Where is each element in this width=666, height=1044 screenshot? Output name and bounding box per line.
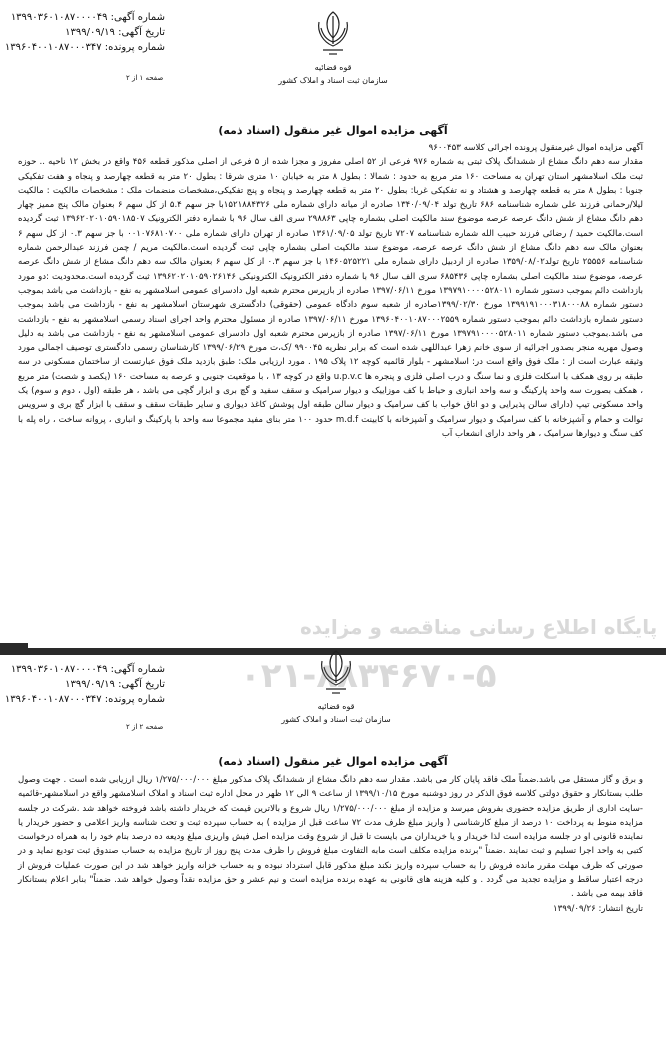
case-number: شماره پرونده: ۱۳۹۶۰۴۰۰۱۰۸۷۰۰۰۳۴۷ [4,42,165,53]
page-number: صفحه ۱ از ۲ [126,74,164,82]
paragraph: و برق و گاز مستقل می باشد.ضمناً ملک فاقد پایان کار می باشد. مقدار سه دهم دانگ مشاع از ششدانگ پلاک مذکور مبلغ ۱/۲۷۵/۰۰۰/۰۰۰ ریال ارزیابی شده است . جهت وصول طلب بستانکار و حقوق دولتی کلاسه فوق الذکر در روز دوشنبه مورخ ۱۳۹۹/۱۰/۱۵ از ساعت ۹ الی ۱۲ ظهر در محل اداره ثبت اسناد و املاک اسلامشهر واقع در اسلامشهر-قائمیه -سایت اداری از طریق مزایده حضوری بفروش میرسد و مزایده از مبلغ ۱/۲۷۵/۰۰۰/۰۰۰ ریال شروع و بالاترین قیمت که خریدار داشته باشد فروخته خواهد شد .شرکت در جلسه مزایده منوط به پرداخت ۱۰ درصد از مبلغ کارشناسی ( واریز مبلغ ظرف مدت ۷۲ ساعت قبل از مزایده ) به حساب سپرده ثبت و تحت شناسه واریز اعلامی و حضور خریدار یا نماینده قانونی او در جلسه مزایده است لذا خریدار و یا خریداران می بایست تا قبل از شروع وقت مزایده اصل فیش واریزی مبلغ ودیعه ده درصد بنام خود را به همراه درخواست کتبی به واحد اجرا تسلیم و ثبت نمایند .ضمناً "برنده مزایده مکلف است مابه التفاوت مبلغ فروش را ظرف مدت پنج روز از تاریخ مزایده به حساب صندوق ثبت تودیع نماید و در صورتی که ظرف مهلت مقرر مانده فروش را به حساب سپرده واریز نکند مبلغ مذکور قابل استرداد نبوده و به حساب خزانه واریز خواهد شد در این صورت عملیات فروش از درجه اعتبار ساقط و مزایده تجدید می گردد . و کلیه هزینه های قانونی به عهده برنده مزایده است و نیم عشر و حق مزایده نقداً وصول خواهد شد. ضمناً" بنابر اعلام بستانکار فاقد بیمه می باشد . [18,775,644,900]
org-name: سازمان ثبت اسناد و املاک کشور [281,715,391,724]
ad-date: تاریخ آگهی: ۱۳۹۹/۰۹/۱۹ [65,27,165,38]
ad-date: تاریخ آگهی: ۱۳۹۹/۰۹/۱۹ [65,679,165,690]
watermark: ۰۲۱-۸۸۳۴۶۷۰-۵ [240,656,497,696]
org-name: سازمان ثبت اسناد و املاک کشور [278,76,388,85]
document-title: آگهی مزایده اموال غیر منقول (اسناد ذمه) [218,124,448,137]
judiciary-label: قوه قضائیه [314,63,352,72]
header-meta [4,10,165,55]
header-meta [4,662,165,707]
document-body [18,141,643,441]
paragraph: آگهی مزایده اموال غیرمنقول پرونده اجرائی کلاسه ۹۶۰۰۴۵۳ [428,143,643,153]
emblem-block [273,8,393,86]
paragraph: مقدار سه دهم دانگ مشاع از ششدانگ پلاک ثبتی به شماره ۹۷۶ فرعی از ۵۲ اصلی مفروز و مجزا شده از ۵ فرعی از اصلی مذکور قطعه ۴۵۶ واقع در بخش ۱۲ ناحیه .. حوزه ثبت ملک اسلامشهر استان تهران به مساحت ۱۶۰ متر مربع به حدود : شمالا : بطول ۸ متر به خیابان ۱۰ متری شرقا : بطول ۲۰ متر به قطعه چهارصد و پنجاه و هفت تفکیکی جنوبا : بطول ۸ متر به قطعه چهارصد و هشتاد و نه تفکیکی غربا: بطول ۲۰ متر به قطعه چهارصد و پنجاه و پنج تفکیکی،مشخصات منضمات ملک : مشخصات مالکیت : مالکیت لیلا/رحمانی فرزند علی شماره شناسنامه ۶۸۶ تاریخ تولد ۱۳۴۰/۰۹/۰۴ صادره از میانه دارای شماره ملی ۱۵۲۱۸۸۴۳۲۶با جز سهم ۵.۴ از کل سهم ۶ بعنوان مالک پنج ممیز چهار دهم دانگ مشاع از شش دانگ عرصه عرصه موضوع سند مالکیت اصلی بشماره چاپی ۲۹۸۸۶۳ سری الف سال ۹۶ با شماره دفتر الکترونیک ۱۳۹۶۲۰۲۰۱۰۵۹۰۱۸۵۰۷ ثبت گردیده است.مالکیت حمید / رضائی فرزند حبیب الله شماره شناسنامه ۷۲۰۷ تاریخ تولد ۱۳۶۱/۰۹/۰۵ صادره از تهران دارای شماره ملی ۰۰۱۰۷۶۸۱۰۷۰۰ با جز سهم ۰.۳ از کل سهم ۶ بعنوان مالک سه دهم دانگ مشاع از شش دانگ عرصه عرصه، موضوع سند مالکیت اصلی بشماره چاپی ثبت گردیده است.مالکیت مریم / چمن فرزند عبدالرحمن شماره شناسنامه ۲۵۵۵۶ تاریخ تولد۱۳۵۹/۰۸/۰۲ صادره از اردبیل دارای شماره ملی ۱۴۶۰۵۲۵۲۲۱ با جز سهم ۰.۳ از کل سهم ۶ بعنوان مالک سه دهم دانگ مشاع از شش دانگ عرصه عرصه، موضوع سند مالکیت اصلی بشماره چاپی ۶۸۵۴۳۶ سری الف سال ۹۶ با شماره دفتر الکترونیک الکترونیکی ۱۳۹۶۲۰۲۰۱۰۵۹۰۲۶۱۴۶ ثبت گردیده است.محدودیت :دو مورد بازداشت دائم بموجب دستور شماره ۱۳۹۷۹۱۰۰۰۰۵۲۸۰۱۱ مورخ ۱۳۹۷/۰۶/۱۱ صادره از بازپرس محترم شعبه اول دادسرای عمومی اسلامشهر به نفع - بازداشت می باشد بموجب دستور شماره ۱۳۹۹۱۹۱۰۰۰۳۱۸۰۰۰۸۸ مورخ ۱۳۹۹/۰۲/۳۰صادره از شعبه سوم دادگاه عمومی (حقوقی) دادگستری شهرستان اسلامشهر به نفع - بازداشت می باشد بموجب دستور شماره بازداشت دائم بموجب دستور شماره ۱۳۹۶۰۴۰۰۱۰۸۷۰۰۰۲۵۵۹ مورخ ۱۳۹۷/۰۶/۱۱ صادره از مسئول محترم واحد اجرای اسناد رسمی اسلامشهر به نفع - بازداشت می باشد.بموجب دستور شماره ۱۳۹۷۹۱۰۰۰۰۵۲۸۰۱۱ مورخ ۱۳۹۷/۰۶/۱۱ صادره از بازپرس محترم شعبه اول دادسرای عمومی اسلامشهر به نفع - بازداشت می باشد به دلیل وصول مهریه منجر بصدور اجرائیه از سوی خانم زهرا عبداللهی شده است که برابر نظریه ۹۹۰۰۴۵ /ک،ت مورخ ۱۳۹۹/۰۶/۲۹ کارشناسان رسمی دادگستری توصیف اجمالی مورد وثیقه عبارت است از : ملک فوق واقع است در: اسلامشهر - بلوار قائمیه کوچه ۱۲ پلاک ۱۹۵ . مورد ارزیابی ملک: طبق بازدید ملک فوق عبارتست از ساختمان مسکونی در سه طبقه بر روی همکف با اسکلت فلزی و نما سنگ و درب اصلی فلزی و پنجره ها u.p.v.c واقع در کوچه ۱۳ ، با موقعیت جنوبی و عرصه به مساحت ۱۶۰ (یکصد و شصت) متر مربع ، همکف بصورت سه واحد پارکینگ و سه واحد انباری و حیاط با کف موزاییک و دیوار سرامیک و سقف سفید و گچ بری و ابزار گچی می باشد ، هر طبقه (اول ، دوم و سوم) یک واحد مسکونی تیپ (دارای سالن پذیرایی و دو اتاق خواب با کف سرامیک و دیوار سالن طبقه اول پوشش کاغذ دیواری و سایر طبقات سقف و سقف با ابزار گچ بری و سرویس توالت و حمام و آشپزخانه با کف سرامیک و دیوار سرامیک و آشپزخانه با کابینت m.d.f حدود ۱۰۰ متر بنای مفید مجموعا سه واحد با پارکینگ و انباری ، پروانه ساخت ، راه پله با کف سنگ و دیوارها سرامیک ، هر واحد دارای انشعاب آب [18,157,644,439]
ad-number: شماره آگهی: ۱۳۹۹۰۳۶۰۱۰۸۷۰۰۰۰۴۹ [10,12,165,23]
judiciary-label: قوه قضائیه [317,702,355,711]
publish-date: تاریخ انتشار: ۱۳۹۹/۰۹/۲۶ [553,903,643,914]
ad-number: شماره آگهی: ۱۳۹۹۰۳۶۰۱۰۸۷۰۰۰۰۴۹ [10,664,165,675]
case-number: شماره پرونده: ۱۳۹۶۰۴۰۰۱۰۸۷۰۰۰۳۴۷ [4,694,165,705]
document-body [18,773,643,916]
document-page-2 [0,655,666,1044]
document-title: آگهی مزایده اموال غیر منقول (اسناد ذمه) [218,755,448,768]
judiciary-emblem-icon [311,8,355,60]
watermark: پایگاه اطلاع رسانی مناقصه و مزایده [300,615,658,639]
page-number: صفحه ۲ از ۲ [126,723,164,731]
